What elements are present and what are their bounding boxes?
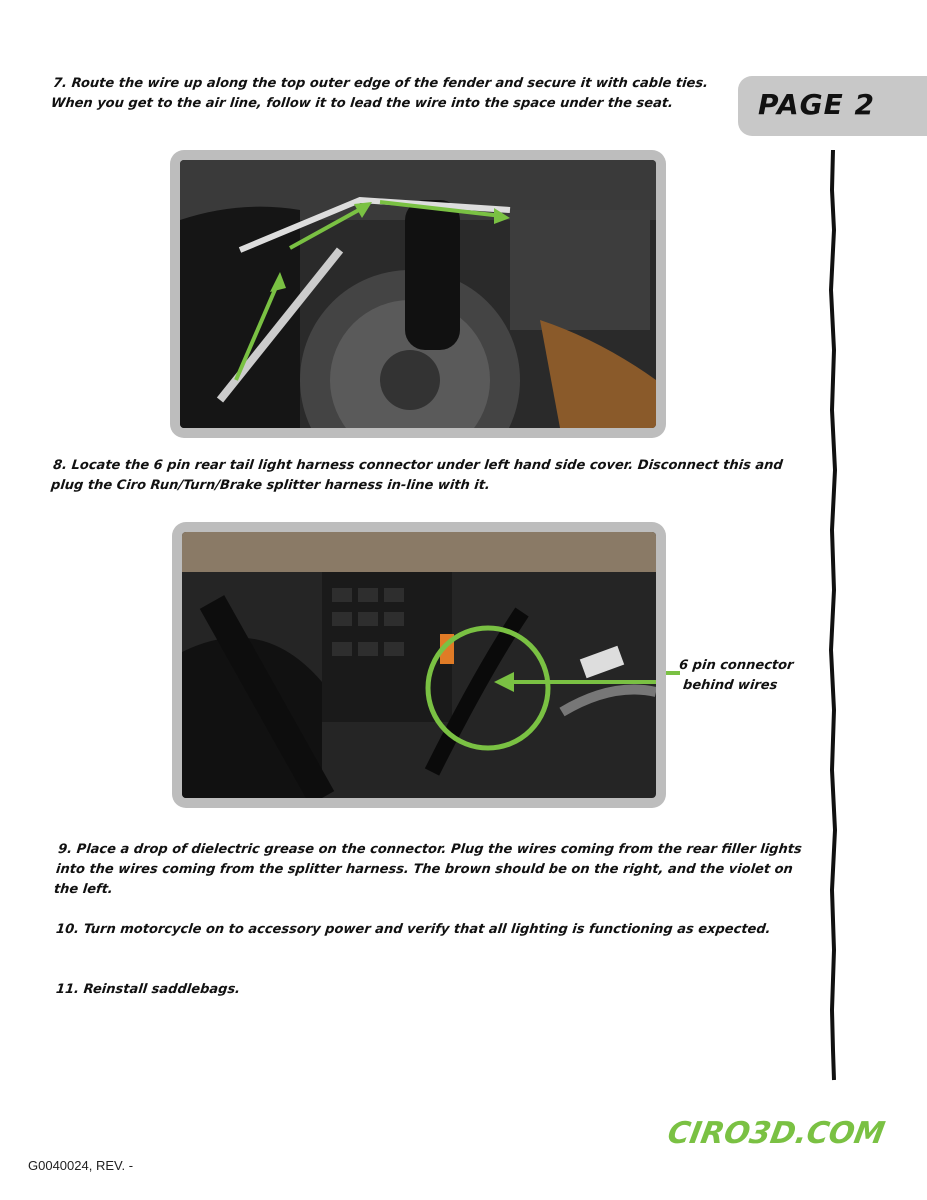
step-9-text: 9. Place a drop of dielectric grease on the connector. Plug the wires coming from the rear filler lights into the wires coming from the splitter harness. The brown should be on the right, and the violet on the left. (53, 842, 803, 897)
connector-callout (676, 656, 795, 696)
step-10-text: 10. Turn motorcycle on to accessory power and verify that all lighting is functioning as expected. (55, 922, 772, 937)
torn-edge-decoration (826, 150, 840, 1110)
fender-route-photo (170, 150, 666, 438)
callout-line-1: 6 pin connector (678, 658, 795, 673)
ciro3d-logo: CIRO3D.COM (664, 1116, 888, 1151)
step-11-text: 11. Reinstall saddlebags. (55, 982, 241, 997)
step-7-text: 7. Route the wire up along the top outer edge of the fender and secure it with cable ties. When you get to the air line, follow it to lead the wire into the space under the seat. (50, 76, 709, 111)
fender-photo-illustration (180, 160, 656, 428)
page-number-label: PAGE 2 (758, 88, 875, 121)
page-number-tab (738, 76, 927, 136)
callout-line-2: behind wires (682, 678, 779, 693)
document-id: G0040024, REV. - (28, 1158, 134, 1173)
connector-photo-illustration (182, 532, 656, 798)
step-8-text: 8. Locate the 6 pin rear tail light harness connector under left hand side cover. Disconnect this and plug the Ciro Run/Turn/Brake splitter harness in-line with it. (50, 458, 784, 493)
connector-photo (172, 522, 666, 808)
